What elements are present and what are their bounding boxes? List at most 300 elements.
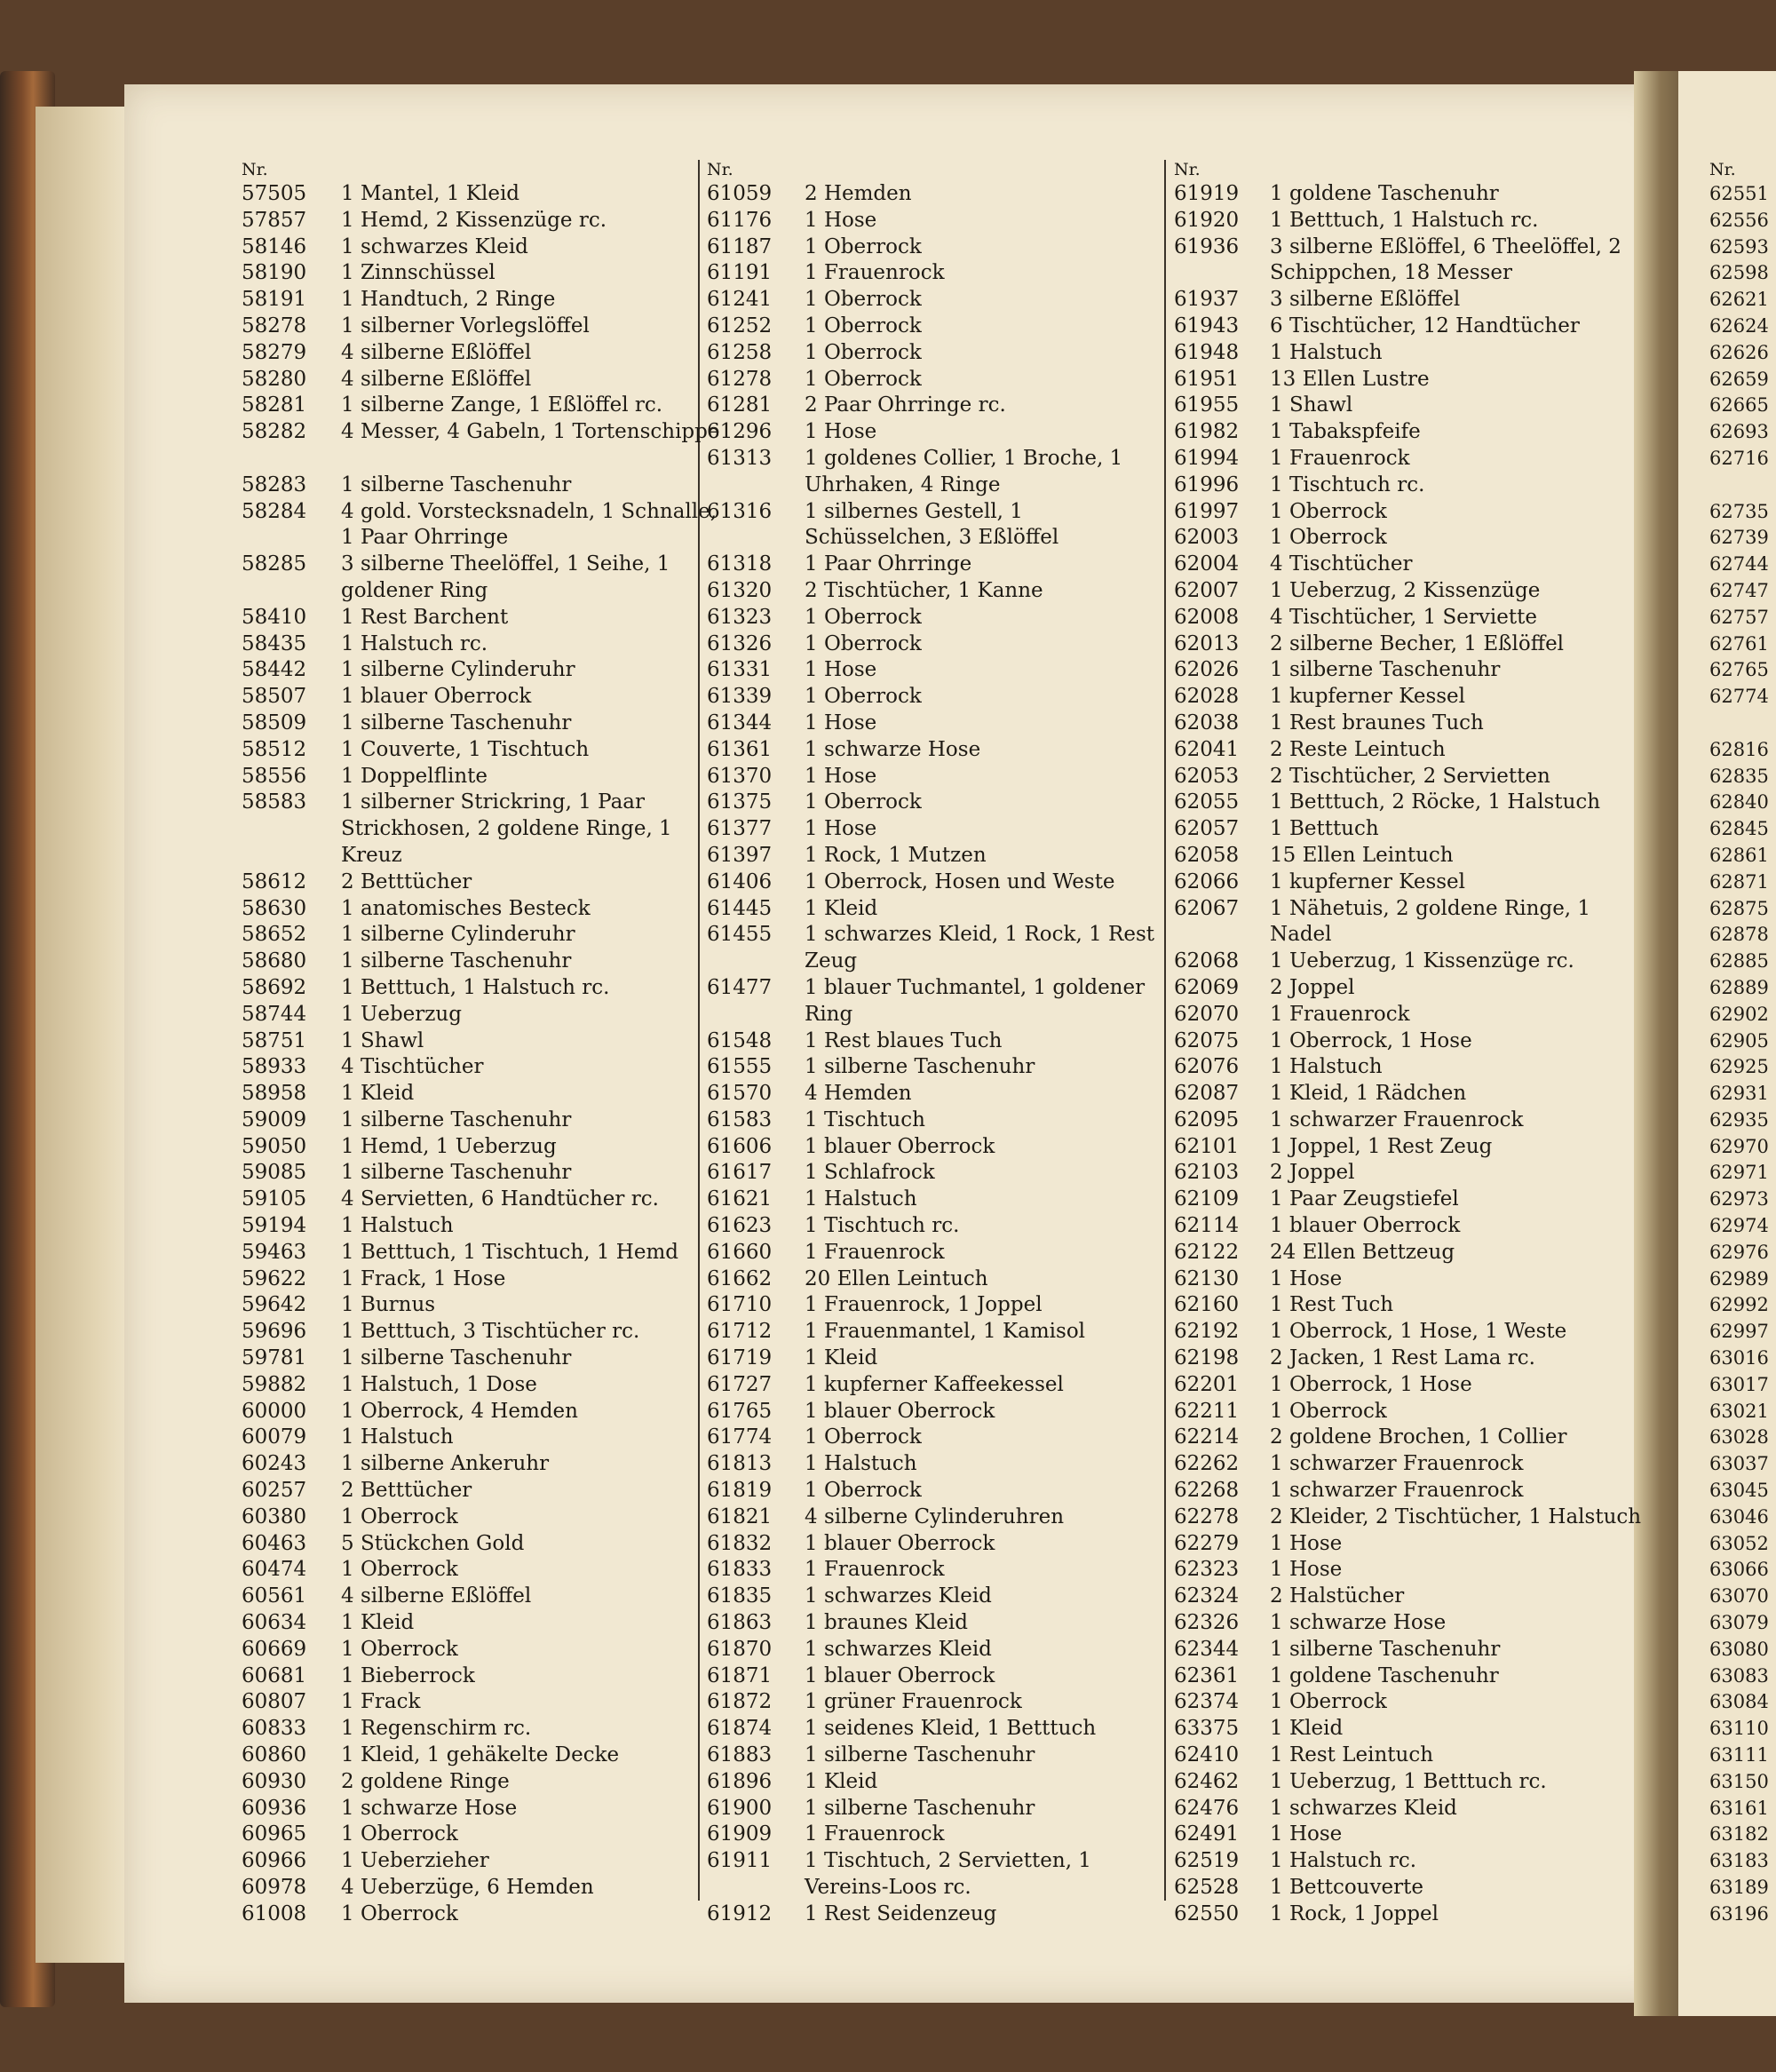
entry-row (242, 949, 732, 975)
entry-description: 1 Paar Zeugstiefel (1270, 1187, 1459, 1211)
entry-description: 2 Betttücher (341, 1479, 472, 1503)
entry-number: 61712 (707, 1320, 773, 1344)
entry-number: 62931 (1709, 1083, 1769, 1105)
entry-description: 1 silberne Taschenuhr (805, 1796, 1035, 1820)
entry-description: 3 silberne Eßlöffel (1270, 288, 1461, 312)
entry-number: 61863 (707, 1611, 773, 1635)
entry-row (1709, 181, 1776, 208)
entry-description: 1 schwarzes Kleid (1270, 1796, 1457, 1820)
entry-row (707, 393, 1169, 419)
entry-description: 1 Kleid, 1 Rädchen (1270, 1082, 1467, 1106)
entry-description: 1 anatomisches Besteck (341, 896, 591, 920)
entry-row (242, 1531, 732, 1558)
entry-row (1709, 764, 1776, 790)
entry-description: 1 Oberrock (805, 288, 922, 312)
entry-row (707, 1689, 1169, 1716)
entry-number: 63189 (1709, 1877, 1769, 1898)
entry-description: 1 Paar Ohrringe (805, 552, 972, 576)
entry-number: 63161 (1709, 1797, 1769, 1819)
entry-description: 1 Frauenrock (805, 261, 945, 285)
entry-description: 1 Halstuch (1270, 1055, 1383, 1079)
entry-description: 1 Halstuch (805, 1187, 917, 1211)
entry-row (707, 1081, 1169, 1107)
entry-description: 4 silberne Eßlöffel (341, 340, 532, 364)
entry-number: 61361 (707, 737, 773, 761)
entry-row (242, 1557, 732, 1584)
entry-row (1709, 314, 1776, 340)
entry-number: 60833 (242, 1717, 307, 1741)
entry-row (1709, 340, 1776, 367)
entry-description: 1 blauer Oberrock (341, 685, 532, 709)
entry-description: 1 Oberrock (805, 631, 922, 655)
entry-description: 1 Ueberzug, 1 Betttuch rc. (1270, 1769, 1547, 1793)
entry-row (707, 1213, 1169, 1240)
entry-row (1709, 1610, 1776, 1637)
entry-number: 62326 (1174, 1611, 1240, 1635)
entry-number: 62114 (1174, 1214, 1240, 1238)
entry-number: 60380 (242, 1504, 307, 1528)
entry-number: 61955 (1174, 393, 1240, 417)
entry-row (707, 764, 1169, 790)
entry-row (1709, 1557, 1776, 1584)
entry-description: 1 Hose (805, 658, 877, 682)
entry-number: 60965 (242, 1822, 307, 1846)
entry-description: 6 Tischtücher, 12 Handtücher (1270, 314, 1580, 337)
entry-row (1174, 472, 1643, 499)
entry-description: 1 Oberrock (805, 685, 922, 709)
entry-row (242, 1187, 732, 1213)
entry-row (707, 314, 1169, 340)
entry-description: 1 Hose (805, 764, 877, 788)
entry-number: 61313 (707, 446, 773, 470)
entry-number: 59105 (242, 1187, 307, 1211)
entry-description: 1 Rest Tuch (1270, 1293, 1394, 1317)
entry-number: 62861 (1709, 844, 1769, 866)
entry-description: 1 schwarzer Frauenrock (1270, 1107, 1524, 1131)
entry-description: 1 Hose (805, 711, 877, 734)
entry-row (1709, 1240, 1776, 1266)
entry-row (242, 1875, 732, 1901)
entry-description: 2 Joppel (1270, 975, 1355, 999)
entry-number: 62971 (1709, 1162, 1769, 1184)
entry-row (1709, 1716, 1776, 1743)
entry-number: 62279 (1174, 1531, 1240, 1555)
entry-number: 61455 (707, 923, 773, 947)
entry-row (1174, 711, 1643, 737)
entry-description: 3 silberne Theelöffel, 1 Seihe, 1 goldener Ring (341, 552, 670, 602)
entry-row (242, 208, 732, 234)
entry-description: 1 Oberrock (805, 1425, 922, 1449)
entry-description: 1 schwarzer Frauenrock (1270, 1479, 1524, 1503)
entry-row (242, 367, 732, 393)
entry-number: 61176 (707, 208, 773, 232)
entry-row (242, 1743, 732, 1769)
entry-number: 63111 (1709, 1744, 1769, 1766)
entry-row (707, 1399, 1169, 1425)
entry-description: 1 Tischtuch (805, 1107, 925, 1131)
entry-row (1174, 1557, 1643, 1584)
entry-number: 62109 (1174, 1187, 1240, 1211)
column-4-partial (1709, 160, 1776, 1928)
entry-row (707, 605, 1169, 631)
entry-row (242, 472, 732, 499)
entry-description: 1 Schlafrock (805, 1161, 935, 1185)
entry-number: 62067 (1174, 896, 1240, 920)
entry-row (707, 578, 1169, 605)
entry-description: 1 Hose (805, 208, 877, 232)
entry-row (1709, 1002, 1776, 1028)
entry-description: 1 schwarzes Kleid (341, 234, 528, 258)
entry-row (242, 1346, 732, 1372)
entry-number: 60681 (242, 1663, 307, 1687)
entry-description: 1 silberne Taschenuhr (805, 1055, 1035, 1079)
entry-description: 1 Frack (341, 1690, 421, 1714)
entry-number: 62003 (1174, 526, 1240, 550)
entry-row (707, 1240, 1169, 1266)
entry-number: 61320 (707, 578, 773, 602)
entry-description: 1 silberne Taschenuhr (341, 949, 572, 973)
entry-number: 62095 (1174, 1107, 1240, 1131)
entry-number: 62214 (1174, 1425, 1240, 1449)
entry-row (1709, 790, 1776, 816)
entry-list (707, 181, 1169, 1928)
entry-number: 62889 (1709, 976, 1769, 998)
entry-number: 58652 (242, 923, 307, 947)
entry-row (707, 446, 1169, 499)
entry-description: 1 Oberrock (805, 605, 922, 629)
entry-number: 61948 (1174, 340, 1240, 364)
entry-description: 1 Betttuch, 3 Tischtücher rc. (341, 1320, 640, 1344)
entry-number: 61936 (1174, 234, 1240, 258)
entry-description: 2 Reste Leintuch (1270, 737, 1446, 761)
entry-row (1174, 1848, 1643, 1875)
entry-number: 61606 (707, 1134, 773, 1158)
entry-description: 1 Halstuch rc. (341, 631, 488, 655)
entry-description: 1 Bieberrock (341, 1663, 475, 1687)
entry-description: 1 Tischtuch rc. (1270, 472, 1425, 496)
entry-number: 61008 (242, 1901, 307, 1925)
entry-number: 62344 (1174, 1637, 1240, 1661)
entry-row (707, 552, 1169, 578)
entry-row (242, 1901, 732, 1928)
entry-row (707, 1531, 1169, 1558)
entry-description: 1 silberne Cylinderuhr (341, 923, 575, 947)
entry-description: 1 silberne Taschenuhr (805, 1743, 1035, 1767)
entry-number: 63028 (1709, 1426, 1769, 1449)
entry-description: 4 Ueberzüge, 6 Hemden (341, 1876, 594, 1899)
entry-row (1709, 1266, 1776, 1293)
entry-number: 61765 (707, 1399, 773, 1423)
entry-row (242, 1266, 732, 1293)
entry-row (707, 1292, 1169, 1319)
entry-row (1174, 314, 1643, 340)
entry-number: 61982 (1174, 420, 1240, 444)
entry-description: 1 Oberrock, 4 Hemden (341, 1399, 578, 1423)
entry-number: 62935 (1709, 1108, 1769, 1131)
entry-description: 1 Oberrock (341, 1504, 458, 1528)
entry-number: 61187 (707, 234, 773, 258)
entry-number: 62774 (1709, 686, 1769, 708)
entry-row (1174, 657, 1643, 684)
entry-row (1174, 949, 1643, 975)
entry-number: 60463 (242, 1531, 307, 1555)
entry-number: 61377 (707, 817, 773, 841)
entry-number: 61326 (707, 631, 773, 655)
entry-row (242, 1478, 732, 1504)
entry-description: 1 blauer Oberrock (805, 1531, 995, 1555)
entry-row (1174, 1822, 1643, 1848)
entry-description: 1 Oberrock (1270, 526, 1387, 550)
entry-row (707, 657, 1169, 684)
entry-number: 61296 (707, 420, 773, 444)
entry-description: 1 Oberrock (341, 1558, 458, 1582)
entry-row (1709, 1796, 1776, 1822)
entry-row (242, 1002, 732, 1028)
entry-description: 1 Zinnschüssel (341, 261, 496, 285)
entry-number: 62693 (1709, 421, 1769, 443)
entry-number: 61662 (707, 1266, 773, 1290)
entry-description: 1 Halstuch, 1 Dose (341, 1372, 537, 1396)
entry-description: 1 blauer Oberrock (805, 1134, 995, 1158)
entry-row (1709, 922, 1776, 949)
entry-number: 63021 (1709, 1400, 1769, 1422)
entry-row (1709, 1451, 1776, 1478)
entry-number: 61819 (707, 1479, 773, 1503)
entry-row (1709, 1213, 1776, 1240)
entry-description: 1 goldene Taschenuhr (1270, 1663, 1499, 1687)
entry-row (1709, 1822, 1776, 1848)
entry-number: 62361 (1174, 1663, 1240, 1687)
entry-number: 61727 (707, 1372, 773, 1396)
entry-row (1174, 367, 1643, 393)
entry-row (1709, 1531, 1776, 1558)
entry-number: 63183 (1709, 1850, 1769, 1872)
entry-row (707, 1716, 1169, 1743)
entry-row (1174, 1796, 1643, 1822)
entry-row (242, 1319, 732, 1346)
entry-number: 62878 (1709, 924, 1769, 946)
entry-description: 1 Betttuch, 1 Tischtuch, 1 Hemd (341, 1240, 678, 1264)
entry-number: 62747 (1709, 579, 1769, 601)
entry-row (1174, 790, 1643, 816)
entry-number: 62556 (1709, 209, 1769, 231)
entry-row (1709, 1901, 1776, 1928)
entry-description: 1 Frauenmantel, 1 Kamisol (805, 1320, 1086, 1344)
entry-description: 1 schwarzes Kleid (805, 1637, 992, 1661)
column-header: Nr. (1174, 160, 1201, 179)
entry-description: 1 Halstuch (1270, 340, 1383, 364)
entry-description: 1 Kleid (1270, 1717, 1344, 1741)
entry-number: 59642 (242, 1293, 307, 1317)
entry-row (1709, 1637, 1776, 1663)
entry-row (1174, 1081, 1643, 1107)
entry-description: 1 Betttuch, 1 Halstuch rc. (341, 975, 610, 999)
entry-row (1174, 1160, 1643, 1187)
entry-number: 62665 (1709, 394, 1769, 417)
entry-row (242, 419, 732, 472)
entry-row (1174, 446, 1643, 472)
entry-description: 1 Oberrock (805, 1479, 922, 1503)
entry-number: 61951 (1174, 367, 1240, 391)
entry-row (1174, 843, 1643, 869)
entry-description: 1 Betttuch, 1 Halstuch rc. (1270, 208, 1539, 232)
entry-description: 1 Frauenrock, 1 Joppel (805, 1293, 1043, 1317)
entry-description: 1 Rest Seidenzeug (805, 1901, 997, 1925)
entry-description: 4 Tischtücher (341, 1055, 484, 1079)
entry-number: 62008 (1174, 605, 1240, 629)
entry-description: 1 Oberrock (341, 1901, 458, 1925)
entry-description: 1 Hose (1270, 1822, 1343, 1846)
entry-row (1174, 1584, 1643, 1610)
entry-row (242, 260, 732, 287)
entry-description: 1 grüner Frauenrock (805, 1690, 1022, 1714)
entry-row (1174, 1425, 1643, 1451)
entry-description: 1 Kleid (805, 896, 878, 920)
entry-row (1709, 657, 1776, 684)
entry-row (242, 1663, 732, 1690)
entry-number: 62885 (1709, 950, 1769, 972)
column-header: Nr. (242, 160, 268, 179)
entry-number: 62130 (1174, 1266, 1240, 1290)
entry-number: 61774 (707, 1425, 773, 1449)
entry-number: 58279 (242, 340, 307, 364)
entry-row (242, 764, 732, 790)
entry-description: 1 Kleid, 1 gehäkelte Decke (341, 1743, 620, 1767)
entry-description: 1 Couverte, 1 Tischtuch (341, 737, 590, 761)
entry-description: 1 Hose (805, 420, 877, 444)
entry-number: 62160 (1174, 1293, 1240, 1317)
entry-number: 62211 (1174, 1399, 1240, 1423)
entry-list (242, 181, 732, 1928)
entry-row (1709, 1292, 1776, 1319)
entry-description: 1 silberne Ankeruhr (341, 1452, 550, 1476)
entry-number: 58190 (242, 261, 307, 285)
entry-row (242, 896, 732, 923)
entry-row (707, 1319, 1169, 1346)
entry-row (1174, 1451, 1643, 1478)
entry-number: 62053 (1174, 764, 1240, 788)
entry-number: 63017 (1709, 1373, 1769, 1395)
entry-number: 62057 (1174, 817, 1240, 841)
entry-row (1174, 1054, 1643, 1081)
entry-description: 1 Oberrock (1270, 499, 1387, 523)
entry-row (242, 1028, 732, 1055)
entry-row (1709, 1107, 1776, 1134)
entry-number: 61832 (707, 1531, 773, 1555)
entry-description: 1 silberne Taschenuhr (341, 1161, 572, 1185)
entry-number: 62624 (1709, 314, 1769, 337)
entry-description: 20 Ellen Leintuch (805, 1266, 988, 1290)
entry-number: 62026 (1174, 658, 1240, 682)
entry-number: 58680 (242, 949, 307, 973)
entry-description: 1 Oberrock, 1 Hose (1270, 1028, 1472, 1052)
entry-number: 62765 (1709, 659, 1769, 681)
entry-number: 62410 (1174, 1743, 1240, 1767)
entry-row (242, 287, 732, 314)
entry-description: 1 silberne Cylinderuhr (341, 658, 575, 682)
entry-number: 61909 (707, 1822, 773, 1846)
entry-number: 61994 (1174, 446, 1240, 470)
entry-row (707, 1425, 1169, 1451)
entry-row (1709, 1875, 1776, 1901)
entry-row (1174, 208, 1643, 234)
entry-number: 61870 (707, 1637, 773, 1661)
entry-description: 1 Halstuch (805, 1452, 917, 1476)
entry-row (242, 1769, 732, 1796)
entry-description: 1 seidenes Kleid, 1 Betttuch (805, 1717, 1097, 1741)
entry-row (1174, 1213, 1643, 1240)
entry-row (1174, 1134, 1643, 1161)
entry-row (1709, 816, 1776, 843)
entry-row (1709, 446, 1776, 472)
entry-row (707, 1610, 1169, 1637)
entry-row (242, 1796, 732, 1822)
entry-description: 2 Joppel (1270, 1161, 1355, 1185)
entry-row (1709, 1134, 1776, 1161)
entry-description: 4 Tischtücher (1270, 552, 1413, 576)
column-header: Nr. (1709, 160, 1736, 179)
entry-row (242, 1054, 732, 1081)
entry-row (1174, 393, 1643, 419)
entry-number: 62069 (1174, 975, 1240, 999)
entry-description: 3 silberne Eßlöffel, 6 Theelöffel, 2 Schippchen, 18 Messer (1270, 234, 1621, 285)
entry-number: 62976 (1709, 1241, 1769, 1263)
entry-description: 1 Tischtuch, 2 Servietten, 1 Vereins-Loos rc. (805, 1849, 1091, 1899)
entry-number: 63052 (1709, 1532, 1769, 1554)
entry-number: 63196 (1709, 1902, 1769, 1925)
entry-row (707, 684, 1169, 711)
entry-description: 1 Tabakspfeife (1270, 420, 1421, 444)
entry-row (1709, 525, 1776, 552)
entry-number: 62871 (1709, 870, 1769, 893)
entry-number: 61375 (707, 790, 773, 814)
entry-description: 2 silberne Becher, 1 Eßlöffel (1270, 631, 1565, 655)
entry-number: 60079 (242, 1425, 307, 1449)
entry-description: 1 goldene Taschenuhr (1270, 182, 1499, 205)
entry-row (1709, 605, 1776, 631)
entry-row (707, 1769, 1169, 1796)
entry-row (707, 260, 1169, 287)
entry-description: 1 blauer Oberrock (805, 1663, 995, 1687)
entry-description: 1 Regenschirm rc. (341, 1717, 532, 1741)
entry-number: 62519 (1174, 1849, 1240, 1873)
entry-description: 1 blauer Tuchmantel, 1 goldener Ring (805, 975, 1146, 1026)
entry-number: 62075 (1174, 1028, 1240, 1052)
entry-description: 1 Tischtuch rc. (805, 1214, 960, 1238)
entry-number: 58281 (242, 393, 307, 417)
entry-description: 1 Betttuch, 2 Röcke, 1 Halstuch (1270, 790, 1601, 814)
entry-number: 58630 (242, 896, 307, 920)
entry-description: 1 Rest blaues Tuch (805, 1028, 1003, 1052)
entry-row (242, 1689, 732, 1716)
entry-number: 63070 (1709, 1585, 1769, 1608)
entry-row (707, 737, 1169, 764)
entry-row (1174, 631, 1643, 658)
entry-row (242, 340, 732, 367)
entry-description: 1 Frauenrock (805, 1240, 945, 1264)
entry-row (242, 181, 732, 208)
entry-number: 61623 (707, 1214, 773, 1238)
entry-row (1174, 419, 1643, 446)
entry-number: 61397 (707, 843, 773, 867)
entry-row (1709, 1399, 1776, 1425)
entry-row (707, 790, 1169, 816)
entry-number: 62101 (1174, 1134, 1240, 1158)
entry-description: 1 Oberrock (341, 1637, 458, 1661)
entry-row (1174, 578, 1643, 605)
entry-row (1174, 287, 1643, 314)
entry-row (707, 631, 1169, 658)
